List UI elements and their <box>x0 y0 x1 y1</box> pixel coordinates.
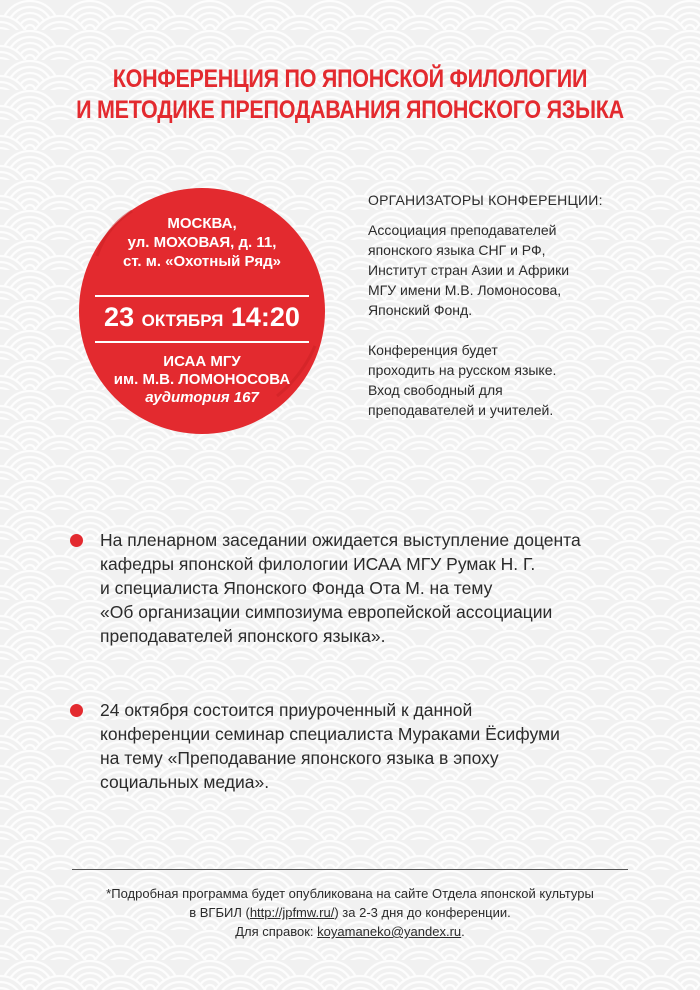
organizer-line: Институт стран Азии и Африки <box>368 262 570 278</box>
footer-line-1: *Подробная программа будет опубликована на сайте Отдела японской культуры <box>106 886 594 901</box>
footer-line-2 <box>40 903 660 922</box>
bullet-line: конференции семинар специалиста Мураками Ёсифуми <box>100 724 560 744</box>
title-line-2: И МЕТОДИКЕ ПРЕПОДАВАНИЯ ЯПОНСКОГО ЯЗЫКА <box>76 96 624 124</box>
announcement-seminar <box>70 698 670 794</box>
contact-email-link[interactable]: koyamaneko@yandex.ru <box>317 924 462 939</box>
divider-bottom <box>95 341 309 343</box>
red-bullet-icon <box>70 534 83 547</box>
organizer-line: японского языка СНГ и РФ, <box>368 242 546 258</box>
organizer-line: МГУ имени М.В. Ломоносова, <box>368 282 562 298</box>
spacer <box>368 320 688 340</box>
footer-line-3-suffix: . <box>461 924 465 939</box>
venue-room: аудитория 167 <box>145 389 259 406</box>
poster-title <box>66 64 634 126</box>
event-month: ОКТЯБРЯ <box>141 311 224 330</box>
footer-line-3-prefix: Для справок: <box>235 924 318 939</box>
conference-note-line: Вход свободный для <box>368 382 503 398</box>
event-day: 23 <box>104 302 135 332</box>
bullet-line: преподавателей японского языка». <box>100 626 386 646</box>
bullet-line: и специалиста Японского Фонда Ота М. на тему <box>100 578 493 598</box>
address-street: ул. МОХОВАЯ, д. 11, <box>127 234 277 251</box>
bullet-line: «Об организации симпозиума европейской ассоциации <box>100 602 553 622</box>
footer-line-2-suffix: ) за 2-3 дня до конференции. <box>334 905 511 920</box>
footer-line-3 <box>40 922 660 941</box>
conference-note-line: преподавателей и учителей. <box>368 402 554 418</box>
event-time: 14:20 <box>230 302 300 332</box>
footer-divider <box>72 869 628 870</box>
event-address <box>77 214 327 271</box>
venue-line-2: им. М.В. ЛОМОНОСОВА <box>113 371 291 388</box>
bullet-line: кафедры японской филологии ИСАА МГУ Румак Н. Г. <box>100 554 536 574</box>
conference-note-line: Конференция будет <box>368 342 498 358</box>
bullet-line: социальных медиа». <box>100 772 270 792</box>
organizer-line: Ассоциация преподавателей <box>368 222 557 238</box>
bullet-line: на тему «Преподавание японского языка в эпоху <box>100 748 499 768</box>
footer-line-2-prefix: в ВГБИЛ ( <box>189 905 250 920</box>
address-city: МОСКВА, <box>167 215 237 232</box>
red-bullet-icon <box>70 704 83 717</box>
announcement-plenary <box>70 528 670 648</box>
organizer-line: Японский Фонд. <box>368 302 473 318</box>
organizers-heading: ОРГАНИЗАТОРЫ КОНФЕРЕНЦИИ: <box>368 192 603 208</box>
conference-note-line: проходить на русском языке. <box>368 362 557 378</box>
event-info-text <box>77 186 327 436</box>
bullet-line: 24 октября состоится приуроченный к данной <box>100 700 473 720</box>
bullet-line: На пленарном заседании ожидается выступление доцента <box>100 530 581 550</box>
venue-line-1: ИСАА МГУ <box>163 353 241 370</box>
address-metro: ст. м. «Охотный Ряд» <box>123 253 281 270</box>
event-venue <box>77 353 327 407</box>
announcement-list <box>70 528 670 794</box>
event-date-time <box>77 302 327 336</box>
organizers-block <box>368 190 688 420</box>
divider-top <box>95 295 309 297</box>
title-line-1: КОНФЕРЕНЦИЯ ПО ЯПОНСКОЙ ФИЛОЛОГИИ <box>112 65 588 93</box>
website-link[interactable]: http://jpfmw.ru/ <box>249 905 335 920</box>
footer-note <box>40 884 660 941</box>
event-info-circle <box>77 186 327 436</box>
